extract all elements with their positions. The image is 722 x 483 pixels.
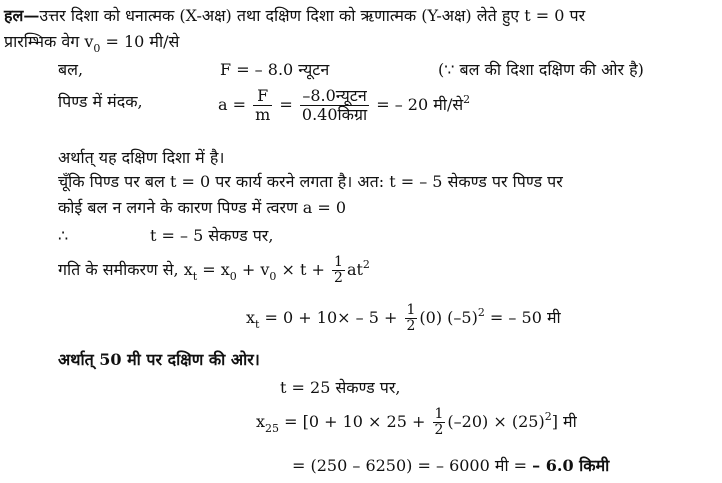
- frac-num: F: [253, 87, 272, 106]
- eq-text: + v: [236, 260, 270, 279]
- eq-text: × t +: [276, 260, 325, 279]
- subscript: 0: [269, 270, 277, 283]
- eq-text: = 0 + 10× – 5 +: [259, 308, 398, 327]
- eq-result: = – 50 मी: [484, 308, 561, 327]
- solution-label: हल—: [4, 6, 40, 25]
- frac-den: 2: [334, 270, 343, 286]
- eq-text: (0) (–5): [419, 308, 478, 327]
- position-equation: [256, 404, 577, 442]
- eq-text: = (250 – 6250) = – 6000 मी =: [292, 456, 533, 475]
- eq-result: ] मी: [551, 412, 577, 431]
- force-line: [58, 60, 83, 80]
- solution-line-14: [292, 456, 609, 476]
- eq-text: (–20) × (25): [447, 412, 545, 431]
- value-fraction: [300, 87, 369, 124]
- motion-equation: [58, 252, 370, 290]
- solution-line-5: अर्थात् यह दक्षिण दिशा में है।: [58, 148, 225, 167]
- frac-den: 2: [406, 318, 416, 334]
- final-answer: – 6.0 किमी: [532, 456, 610, 475]
- solution-line-8: t = – 5 सेकण्ड पर,: [150, 226, 274, 245]
- frac-den: 0.40किग्रा: [301, 105, 368, 124]
- eq-text: x: [256, 412, 266, 431]
- initial-velocity-text: प्रारम्भिक वेग v: [4, 32, 94, 51]
- initial-velocity-value: = 10 मी/से: [100, 32, 180, 51]
- superscript: 2: [477, 306, 485, 319]
- subscript: t: [192, 270, 198, 283]
- subscript: 0: [93, 42, 101, 55]
- half-fraction: [405, 303, 418, 334]
- force-over-mass-fraction: [253, 87, 272, 124]
- acc-label: पिण्ड में मंदक,: [58, 92, 143, 111]
- superscript: 2: [463, 93, 471, 106]
- superscript: 2: [362, 258, 370, 271]
- subscript: 0: [229, 270, 237, 283]
- solution-line-6: चूँकि पिण्ड पर बल t = 0 पर कार्य करने लगता है। अत: t = – 5 सेकण्ड पर पिण्ड पर: [58, 172, 563, 191]
- acc-result: = – 20 मी/से: [376, 95, 464, 114]
- therefore-symbol: ∴: [58, 226, 69, 245]
- line-1-text: उत्तर दिशा को धनात्मक (X-अक्ष) तथा दक्षिण दिशा को ऋणात्मक (Y-अक्ष) लेते हुए t = 0 पर: [39, 6, 586, 25]
- acc-equation: [218, 84, 470, 128]
- displacement-equation: [246, 300, 561, 338]
- frac-den: 2: [434, 422, 444, 438]
- eq-text: गति के समीकरण से, x: [58, 260, 193, 279]
- solution-line-7: कोई बल न लगने के कारण पिण्ड में त्वरण a = 0: [58, 198, 346, 217]
- force-value: F = – 8.0 न्यूटन: [220, 60, 330, 79]
- frac-num: –8.0न्यूटन: [300, 87, 369, 106]
- force-note: (∵ बल की दिशा दक्षिण की ओर है): [438, 60, 644, 79]
- subscript: 25: [265, 422, 280, 435]
- eq-text: x: [246, 308, 256, 327]
- frac-num: 1: [434, 406, 444, 422]
- frac-num: 1: [334, 254, 343, 270]
- superscript: 2: [544, 410, 552, 423]
- eq-text: = [0 + 10 × 25 +: [279, 412, 426, 431]
- subscript: t: [255, 318, 260, 331]
- frac-num: 1: [406, 302, 416, 318]
- solution-line-12: t = 25 सेकण्ड पर,: [280, 378, 401, 397]
- solution-line-1: [4, 6, 585, 26]
- force-label: बल,: [58, 60, 84, 79]
- half-fraction: [332, 255, 345, 286]
- solution-line-2: [4, 32, 179, 54]
- frac-den: m: [255, 105, 271, 124]
- eq-text: = x: [197, 260, 230, 279]
- acc-lhs: a =: [218, 95, 247, 114]
- half-fraction: [433, 407, 446, 438]
- solution-line-11: अर्थात् 50 मी पर दक्षिण की ओर।: [58, 350, 260, 369]
- eq-text: at: [346, 260, 363, 279]
- equals: =: [279, 95, 293, 114]
